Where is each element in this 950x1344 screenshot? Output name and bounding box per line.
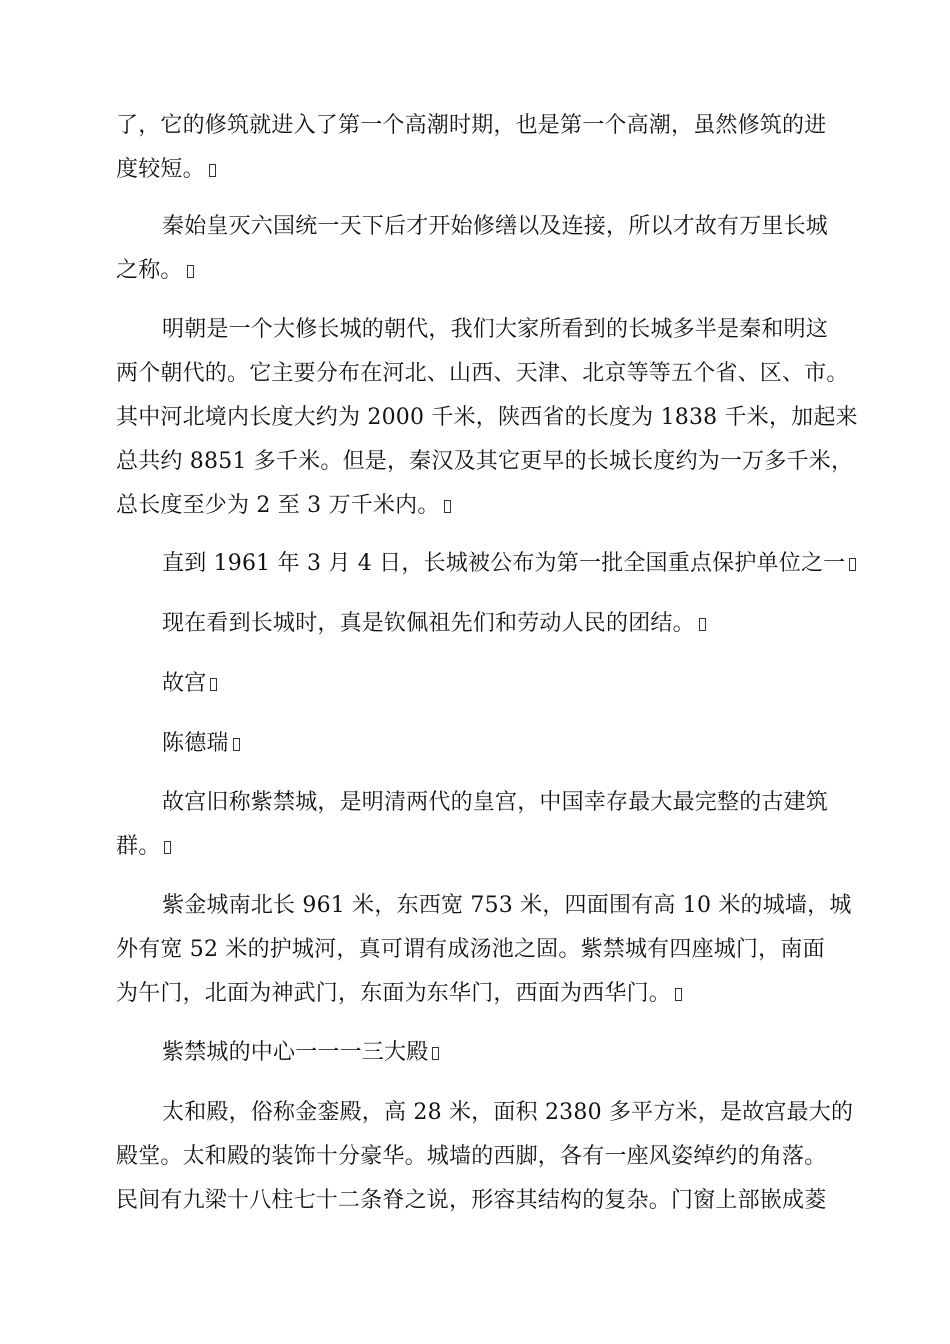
text-line: 总共约 8851 多千米。但是，秦汉及其它更早的长城长度约为一万多千米， [116, 449, 854, 474]
paragraph-mark-icon [187, 265, 194, 278]
text-line: 总长度至少为 2 至 3 万千米内。 [116, 493, 451, 519]
text-line: 外有宽 52 米的护城河，真可谓有成汤池之固。紫禁城有四座城门，南面 [116, 937, 825, 962]
text-line: 之称。 [116, 258, 194, 284]
paragraph-mark-icon [849, 558, 856, 571]
paragraph-mark-icon [164, 841, 171, 854]
text-line: 太和殿，俗称金銮殿，高 28 米，面积 2380 多平方米，是故宫最大的 [162, 1100, 854, 1125]
text-line: 群。 [116, 834, 171, 860]
section-title: 故宫 [162, 671, 217, 697]
text-line: 殿堂。太和殿的装饰十分豪华。城墙的西脚，各有一座风姿绰约的角落。 [116, 1144, 827, 1169]
text-line: 两个朝代的。它主要分布在河北、山西、天津、北京等等五个省、区、市。 [116, 361, 849, 386]
author-name: 陈德瑞 [162, 731, 240, 757]
text-line: 为午门，北面为神武门，东面为东华门，西面为西华门。 [116, 981, 682, 1007]
text-line: 了，它的修筑就进入了第一个高潮时期，也是第一个高潮，虽然修筑的进 [116, 113, 827, 138]
text-line: 故宫旧称紫禁城，是明清两代的皇宫，中国幸存最大最完整的古建筑 [162, 790, 829, 815]
paragraph-mark-icon [444, 500, 451, 513]
text-line: 秦始皇灭六国统一天下后才开始修缮以及连接，所以才故有万里长城 [162, 214, 829, 239]
text-line: 明朝是一个大修长城的朝代，我们大家所看到的长城多半是秦和明这 [162, 317, 829, 342]
text-line: 直到 1961 年 3 月 4 日，长城被公布为第一批全国重点保护单位之一 [162, 551, 856, 577]
text-line: 其中河北境内长度大约为 2000 千米，陕西省的长度为 1838 千米，加起来 [116, 405, 858, 430]
paragraph-mark-icon [675, 988, 682, 1001]
paragraph-mark-icon [233, 738, 240, 751]
subsection-title: 紫禁城的中心一一一三大殿 [162, 1040, 439, 1066]
paragraph-mark-icon [699, 618, 706, 631]
text-line: 民间有九梁十八柱七十二条脊之说，形容其结构的复杂。门窗上部嵌成菱 [116, 1188, 827, 1213]
paragraph-mark-icon [210, 678, 217, 691]
text-line: 紫金城南北长 961 米，东西宽 753 米，四面围有高 10 米的城墙，城 [162, 893, 852, 918]
paragraph-mark-icon [432, 1047, 439, 1060]
text-line: 现在看到长城时，真是钦佩祖先们和劳动人民的团结。 [162, 611, 706, 637]
text-line: 度较短。 [116, 157, 216, 183]
paragraph-mark-icon [209, 164, 216, 177]
